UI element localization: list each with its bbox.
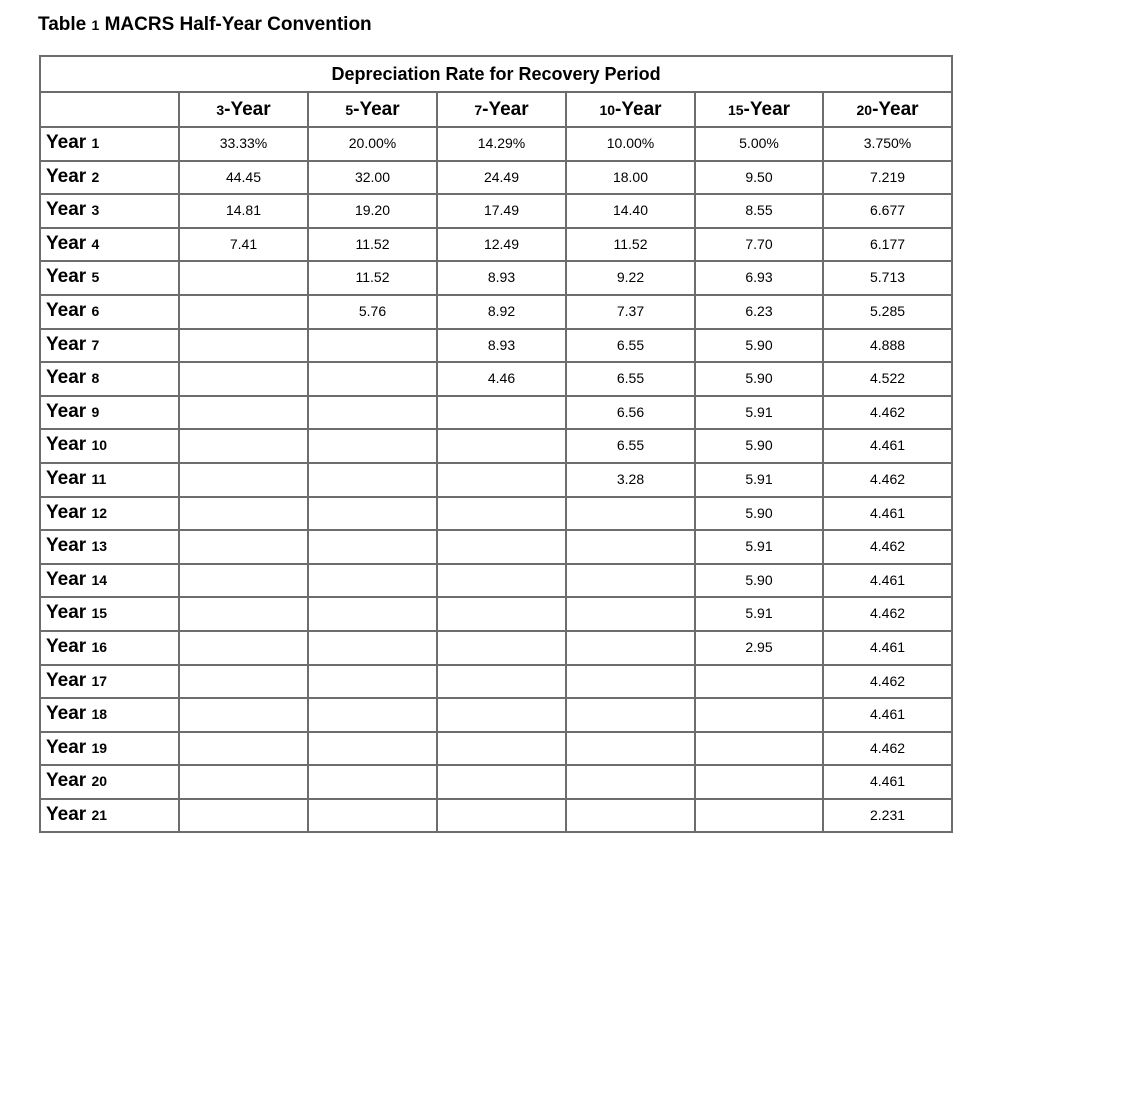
table-row [40, 698, 952, 732]
year-label [40, 429, 179, 463]
year-word: Year [46, 434, 87, 456]
year-label [40, 564, 179, 598]
rate-cell [695, 799, 823, 833]
rate-cell [437, 463, 566, 497]
rate-cell: 3.750% [823, 127, 952, 161]
year-label [40, 698, 179, 732]
year-label [40, 765, 179, 799]
year-label [40, 665, 179, 699]
super-header: Depreciation Rate for Recovery Period [40, 56, 952, 92]
rate-cell [308, 799, 437, 833]
table-row [40, 463, 952, 497]
rate-cell: 2.95 [695, 631, 823, 665]
year-label [40, 597, 179, 631]
rate-cell: 5.90 [695, 329, 823, 363]
year-word: Year [46, 669, 87, 691]
year-word: Year [46, 132, 87, 153]
rate-cell [566, 765, 695, 799]
rate-cell: 11.52 [566, 228, 695, 262]
year-label [40, 631, 179, 665]
period-suffix: -Year [743, 98, 791, 120]
table-row [40, 530, 952, 564]
rate-cell [308, 497, 437, 531]
period-suffix: -Year [353, 98, 400, 120]
rate-cell: 5.713 [823, 261, 952, 295]
rate-cell: 4.462 [823, 732, 952, 766]
rate-cell [437, 698, 566, 732]
rate-cell [179, 765, 308, 799]
rate-cell: 4.46 [437, 362, 566, 396]
rate-cell: 8.93 [437, 329, 566, 363]
year-word: Year [46, 266, 87, 288]
rate-cell: 9.22 [566, 261, 695, 295]
year-label [40, 194, 179, 228]
rate-cell [179, 564, 308, 598]
rate-cell: 6.56 [566, 396, 695, 430]
rate-cell: 10.00% [566, 127, 695, 161]
rate-cell: 14.81 [179, 194, 308, 228]
rate-cell: 4.461 [823, 429, 952, 463]
year-number: 4 [91, 235, 100, 252]
rate-cell [566, 530, 695, 564]
rate-cell: 5.90 [695, 429, 823, 463]
rate-cell: 5.90 [695, 362, 823, 396]
rate-cell [566, 597, 695, 631]
period-header [823, 92, 952, 127]
table-row [40, 631, 952, 665]
rate-cell [179, 497, 308, 531]
rate-cell [695, 732, 823, 766]
year-word: Year [46, 333, 87, 355]
page-title [38, 14, 372, 36]
rate-cell [437, 665, 566, 699]
period-header [695, 92, 823, 127]
year-label [40, 228, 179, 262]
period-header [566, 92, 695, 127]
table-row [40, 127, 952, 161]
rate-cell [566, 497, 695, 531]
rate-cell: 5.91 [695, 530, 823, 564]
table-row [40, 228, 952, 262]
rate-cell [308, 362, 437, 396]
rate-cell: 8.55 [695, 194, 823, 228]
rate-cell [566, 698, 695, 732]
year-word: Year [46, 501, 87, 523]
rate-cell: 4.522 [823, 362, 952, 396]
year-word: Year [46, 568, 87, 590]
rate-cell [437, 631, 566, 665]
title-prefix: Table [38, 14, 87, 35]
period-number: 5 [345, 101, 354, 118]
year-label [40, 463, 179, 497]
rate-cell: 7.37 [566, 295, 695, 329]
year-label [40, 295, 179, 329]
table-row [40, 497, 952, 531]
rate-cell [437, 597, 566, 631]
year-number: 13 [91, 538, 108, 555]
year-number: 16 [91, 638, 108, 655]
year-number: 9 [91, 403, 100, 420]
table-row [40, 429, 952, 463]
rate-cell: 24.49 [437, 161, 566, 195]
year-label [40, 329, 179, 363]
rate-cell: 4.462 [823, 665, 952, 699]
rate-cell: 4.462 [823, 463, 952, 497]
rate-cell: 11.52 [308, 261, 437, 295]
year-word: Year [46, 232, 87, 254]
period-number: 20 [856, 101, 873, 118]
rate-cell: 7.70 [695, 228, 823, 262]
rate-cell: 5.90 [695, 564, 823, 598]
rate-cell [179, 631, 308, 665]
rate-cell [308, 329, 437, 363]
rate-cell [308, 463, 437, 497]
period-number: 10 [599, 101, 616, 118]
rate-cell: 7.41 [179, 228, 308, 262]
table-super-header-row [40, 56, 952, 92]
year-label [40, 497, 179, 531]
rate-cell: 5.91 [695, 396, 823, 430]
year-number: 19 [91, 739, 108, 756]
year-word: Year [46, 602, 87, 624]
rate-cell: 5.76 [308, 295, 437, 329]
year-word: Year [46, 165, 87, 187]
rate-cell [308, 597, 437, 631]
rate-cell [179, 665, 308, 699]
year-word: Year [46, 635, 87, 657]
rate-cell: 12.49 [437, 228, 566, 262]
period-number: 15 [727, 101, 744, 118]
year-number: 6 [91, 302, 100, 319]
year-label [40, 161, 179, 195]
year-label [40, 261, 179, 295]
rate-cell: 5.00% [695, 127, 823, 161]
rate-cell: 4.461 [823, 497, 952, 531]
rate-cell [308, 631, 437, 665]
table-body [40, 127, 952, 832]
rate-cell [437, 732, 566, 766]
rate-cell: 5.91 [695, 597, 823, 631]
period-suffix: -Year [615, 98, 662, 120]
table-row [40, 732, 952, 766]
table-row [40, 765, 952, 799]
rate-cell: 14.29% [437, 127, 566, 161]
title-text: MACRS Half-Year Convention [104, 14, 372, 35]
rate-cell [566, 732, 695, 766]
rate-cell [179, 732, 308, 766]
year-label [40, 127, 179, 161]
period-number: 7 [474, 101, 483, 118]
rate-cell: 4.888 [823, 329, 952, 363]
period-header [437, 92, 566, 127]
year-label [40, 396, 179, 430]
rate-cell: 4.461 [823, 564, 952, 598]
period-header [179, 92, 308, 127]
rate-cell: 6.55 [566, 429, 695, 463]
rate-cell [179, 329, 308, 363]
rate-cell [566, 564, 695, 598]
rate-cell [308, 429, 437, 463]
rate-cell: 4.462 [823, 530, 952, 564]
rate-cell: 8.93 [437, 261, 566, 295]
table-row [40, 161, 952, 195]
rate-cell [179, 295, 308, 329]
rate-cell: 6.677 [823, 194, 952, 228]
rate-cell [179, 362, 308, 396]
year-number: 21 [91, 806, 108, 823]
year-label [40, 362, 179, 396]
year-word: Year [46, 199, 87, 221]
year-word: Year [46, 770, 87, 792]
rate-cell [695, 698, 823, 732]
period-header [308, 92, 437, 127]
table-row [40, 799, 952, 833]
year-word: Year [46, 299, 87, 321]
rate-cell [179, 261, 308, 295]
year-number: 11 [91, 470, 107, 487]
rate-cell: 6.23 [695, 295, 823, 329]
rate-cell: 5.90 [695, 497, 823, 531]
year-word: Year [46, 467, 87, 489]
rate-cell [308, 698, 437, 732]
rate-cell [437, 497, 566, 531]
rate-cell: 6.177 [823, 228, 952, 262]
rate-cell: 5.285 [823, 295, 952, 329]
rate-cell [437, 765, 566, 799]
rate-cell: 11.52 [308, 228, 437, 262]
rate-cell [437, 564, 566, 598]
rate-cell [179, 429, 308, 463]
rate-cell [308, 530, 437, 564]
rate-cell [179, 597, 308, 631]
year-number: 14 [91, 571, 108, 588]
rate-cell [695, 665, 823, 699]
rate-cell [179, 463, 308, 497]
rate-cell [308, 765, 437, 799]
period-suffix: -Year [224, 98, 271, 120]
rate-cell: 5.91 [695, 463, 823, 497]
year-column-header [40, 92, 179, 127]
rate-cell [179, 799, 308, 833]
year-word: Year [46, 400, 87, 422]
year-word: Year [46, 535, 87, 557]
rate-cell [308, 732, 437, 766]
year-word: Year [46, 367, 87, 389]
year-number: 5 [91, 269, 100, 286]
rate-cell [566, 665, 695, 699]
table-row [40, 329, 952, 363]
rate-cell [437, 530, 566, 564]
rate-cell: 4.461 [823, 765, 952, 799]
rate-cell [308, 665, 437, 699]
year-label [40, 732, 179, 766]
rate-cell: 32.00 [308, 161, 437, 195]
year-label [40, 799, 179, 833]
year-number: 1 [91, 135, 100, 151]
year-number: 15 [91, 605, 108, 622]
rate-cell: 17.49 [437, 194, 566, 228]
rate-cell: 4.461 [823, 698, 952, 732]
rate-cell: 8.92 [437, 295, 566, 329]
table-row [40, 396, 952, 430]
year-number: 2 [91, 168, 100, 185]
period-header-row [40, 92, 952, 127]
table-row [40, 564, 952, 598]
rate-cell [695, 765, 823, 799]
rate-cell: 3.28 [566, 463, 695, 497]
table-row [40, 665, 952, 699]
year-number: 10 [91, 437, 108, 454]
year-number: 8 [91, 370, 100, 387]
period-suffix: -Year [872, 98, 919, 120]
rate-cell: 19.20 [308, 194, 437, 228]
rate-cell: 4.462 [823, 597, 952, 631]
year-label [40, 530, 179, 564]
rate-cell [308, 396, 437, 430]
rate-cell: 14.40 [566, 194, 695, 228]
rate-cell: 7.219 [823, 161, 952, 195]
rate-cell [437, 429, 566, 463]
rate-cell [179, 698, 308, 732]
macrs-table [39, 55, 953, 833]
rate-cell: 4.461 [823, 631, 952, 665]
table-row [40, 597, 952, 631]
rate-cell: 9.50 [695, 161, 823, 195]
title-number: 1 [91, 17, 100, 33]
rate-cell: 6.93 [695, 261, 823, 295]
year-number: 12 [91, 504, 108, 521]
rate-cell: 20.00% [308, 127, 437, 161]
rate-cell [179, 396, 308, 430]
rate-cell [437, 396, 566, 430]
rate-cell [179, 530, 308, 564]
rate-cell: 4.462 [823, 396, 952, 430]
year-word: Year [46, 703, 87, 725]
table-row [40, 295, 952, 329]
rate-cell [566, 799, 695, 833]
rate-cell: 6.55 [566, 329, 695, 363]
rate-cell: 44.45 [179, 161, 308, 195]
period-number: 3 [216, 101, 225, 118]
year-number: 20 [91, 773, 108, 790]
rate-cell [437, 799, 566, 833]
year-word: Year [46, 736, 87, 758]
year-number: 3 [91, 202, 100, 219]
year-number: 17 [91, 672, 108, 689]
rate-cell: 2.231 [823, 799, 952, 833]
year-number: 7 [91, 336, 100, 353]
table-row [40, 261, 952, 295]
period-suffix: -Year [482, 98, 529, 120]
year-number: 18 [91, 706, 108, 723]
rate-cell [566, 631, 695, 665]
rate-cell: 6.55 [566, 362, 695, 396]
year-word: Year [46, 803, 87, 825]
table-row [40, 362, 952, 396]
table-row [40, 194, 952, 228]
rate-cell: 33.33% [179, 127, 308, 161]
rate-cell [308, 564, 437, 598]
rate-cell: 18.00 [566, 161, 695, 195]
